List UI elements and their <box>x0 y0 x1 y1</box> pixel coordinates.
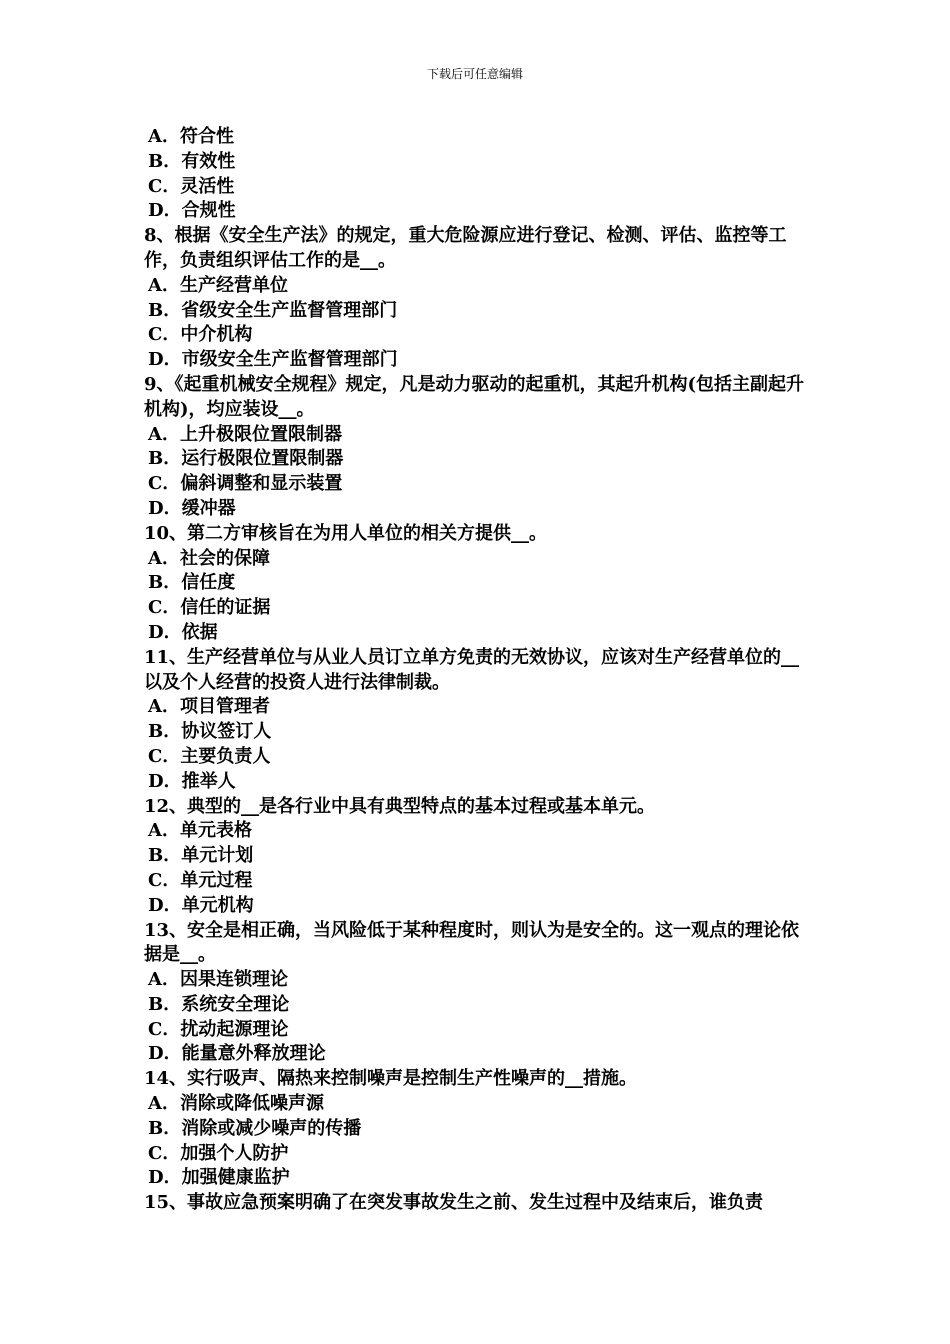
question-text: 14、实行吸声、隔热来控制噪声是控制生产性噪声的__措施。 <box>144 1068 638 1090</box>
answer-option: A．消除或降低噪声源 <box>148 1093 324 1115</box>
question-text: 11、生产经营单位与从业人员订立单方免责的无效协议，应该对生产经营单位的__以及个人经营的投资人进行法律制裁。 <box>144 646 800 693</box>
question-text: 13、安全是相正确，当风险低于某种程度时，则认为是安全的。这一观点的理论依据是__。 <box>144 919 800 966</box>
question-text: 15、事故应急预案明确了在突发事故发生之前、发生过程中及结束后，谁负责 <box>144 1192 764 1214</box>
answer-option: B．信任度 <box>148 572 236 594</box>
answer-option: C．偏斜调整和显示装置 <box>148 473 343 495</box>
answer-option: D．市级安全生产监督管理部门 <box>148 349 398 371</box>
answer-option: C．扰动起源理论 <box>148 1018 289 1040</box>
answer-option: D．单元机构 <box>148 894 254 916</box>
answer-option: A．上升极限位置限制器 <box>148 423 342 445</box>
answer-option: A．因果连锁理论 <box>148 969 288 991</box>
question-text: 10、第二方审核旨在为用人单位的相关方提供__。 <box>144 522 548 544</box>
answer-option: B．系统安全理论 <box>148 993 290 1015</box>
answer-option: C．加强个人防护 <box>148 1142 289 1164</box>
answer-option: B．消除或减少噪声的传播 <box>148 1117 362 1139</box>
answer-option: D．推举人 <box>148 770 236 792</box>
answer-option: D．能量意外释放理论 <box>148 1043 326 1065</box>
answer-option: B．有效性 <box>148 150 236 172</box>
answer-option: C．中介机构 <box>148 324 253 346</box>
answer-option: D．缓冲器 <box>148 497 236 519</box>
answer-option: A．社会的保障 <box>148 547 270 569</box>
question-text: 12、典型的__是各行业中具有典型特点的基本过程或基本单元。 <box>144 795 656 817</box>
question-text: 9、《起重机械安全规程》规定，凡是动力驱动的起重机，其起升机构(包括主副起升机构)，均应装设__。 <box>144 373 805 420</box>
answer-option: D．合规性 <box>148 200 236 222</box>
answer-option: D．加强健康监护 <box>148 1167 290 1189</box>
answer-option: A．符合性 <box>148 126 234 147</box>
page-header: 下载后可任意编辑 <box>426 67 523 81</box>
answer-option: A．项目管理者 <box>148 696 270 718</box>
answer-option: C．信任的证据 <box>148 597 271 619</box>
answer-option: B．单元计划 <box>148 845 254 867</box>
answer-option: D．依据 <box>148 621 218 643</box>
answer-option: C．主要负责人 <box>148 745 271 767</box>
answer-option: C．灵活性 <box>148 175 235 197</box>
answer-option: B．省级安全生产监督管理部门 <box>148 299 398 321</box>
answer-option: C．单元过程 <box>148 869 253 891</box>
answer-option: A．生产经营单位 <box>148 274 288 296</box>
answer-option: A．单元表格 <box>148 820 252 842</box>
exam-content <box>144 125 814 1216</box>
answer-option: B．运行极限位置限制器 <box>148 448 344 470</box>
question-text: 8、根据《安全生产法》的规定，重大危险源应进行登记、检测、评估、监控等工作，负责组织评估工作的是__。 <box>144 225 787 271</box>
answer-option: B．协议签订人 <box>148 721 272 743</box>
